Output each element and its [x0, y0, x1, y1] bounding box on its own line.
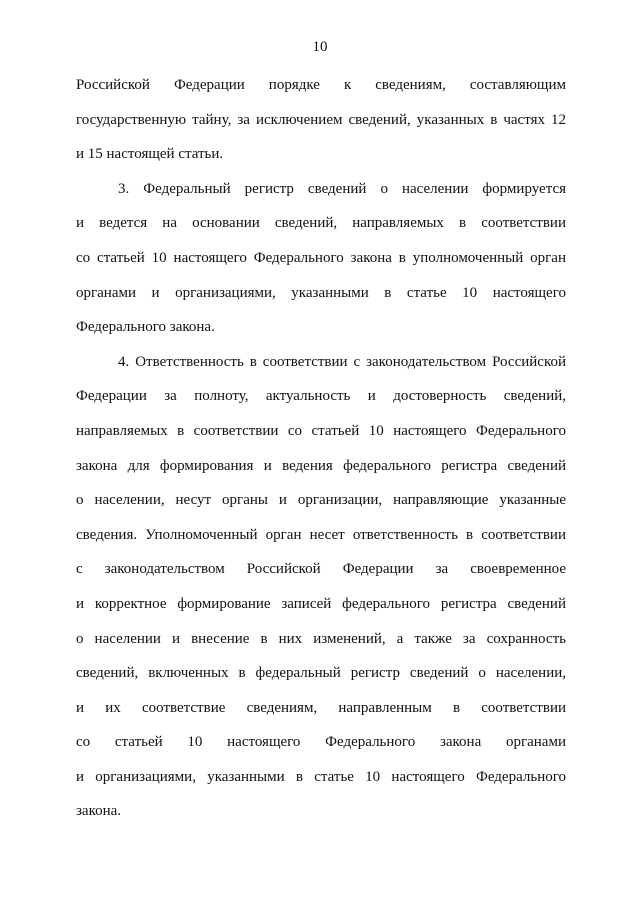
paragraph-4 — [76, 345, 566, 829]
document-body — [76, 68, 566, 829]
text-line: с законодательством Российской Федерации за своевременное — [76, 561, 566, 578]
text-line: о населении и внесение в них изменений, а также за сохранность — [76, 630, 566, 647]
text-line: со статьей 10 настоящего Федерального закона органами — [76, 734, 566, 751]
text-line: сведения. Уполномоченный орган несет ответственность в соответствии — [76, 526, 566, 543]
page-number: 10 — [312, 39, 328, 55]
text-line: со статьей 10 настоящего Федерального закона в уполномоченный орган — [76, 249, 566, 266]
text-line: и 15 настоящей статьи. — [76, 146, 224, 163]
text-line: и их соответствие сведениям, направленным в соответствии — [76, 699, 566, 716]
text-line: государственную тайну, за исключением сведений, указанных в частях 12 — [76, 111, 566, 128]
text-line: Российской Федерации порядке к сведениям, составляющим — [76, 77, 566, 93]
text-line: и ведется на основании сведений, направляемых в соответствии — [76, 215, 566, 232]
text-line: закона. — [76, 803, 122, 820]
text-line: закона для формирования и ведения федерального регистра сведений — [76, 457, 566, 474]
text-line: 4. Ответственность в соответствии с законодательством Российской — [118, 353, 566, 370]
text-line: и корректное формирование записей федерального регистра сведений — [76, 595, 566, 612]
text-line: сведений, включенных в федеральный регистр сведений о населении, — [76, 665, 566, 682]
text-line: направляемых в соответствии со статьей 10 настоящего Федерального — [76, 422, 566, 439]
text-line: 3. Федеральный регистр сведений о населении формируется — [118, 180, 566, 197]
paragraph-3 — [76, 172, 566, 345]
text-line: Федерации за полноту, актуальность и достоверность сведений, — [76, 388, 566, 405]
text-line: о населении, несут органы и организации, направляющие указанные — [76, 492, 566, 509]
text-line: Федерального закона. — [76, 319, 215, 336]
text-line: органами и организациями, указанными в статье 10 настоящего — [76, 284, 566, 301]
paragraph-continued — [76, 68, 566, 172]
text-line: и организациями, указанными в статье 10 настоящего Федерального — [76, 768, 566, 785]
